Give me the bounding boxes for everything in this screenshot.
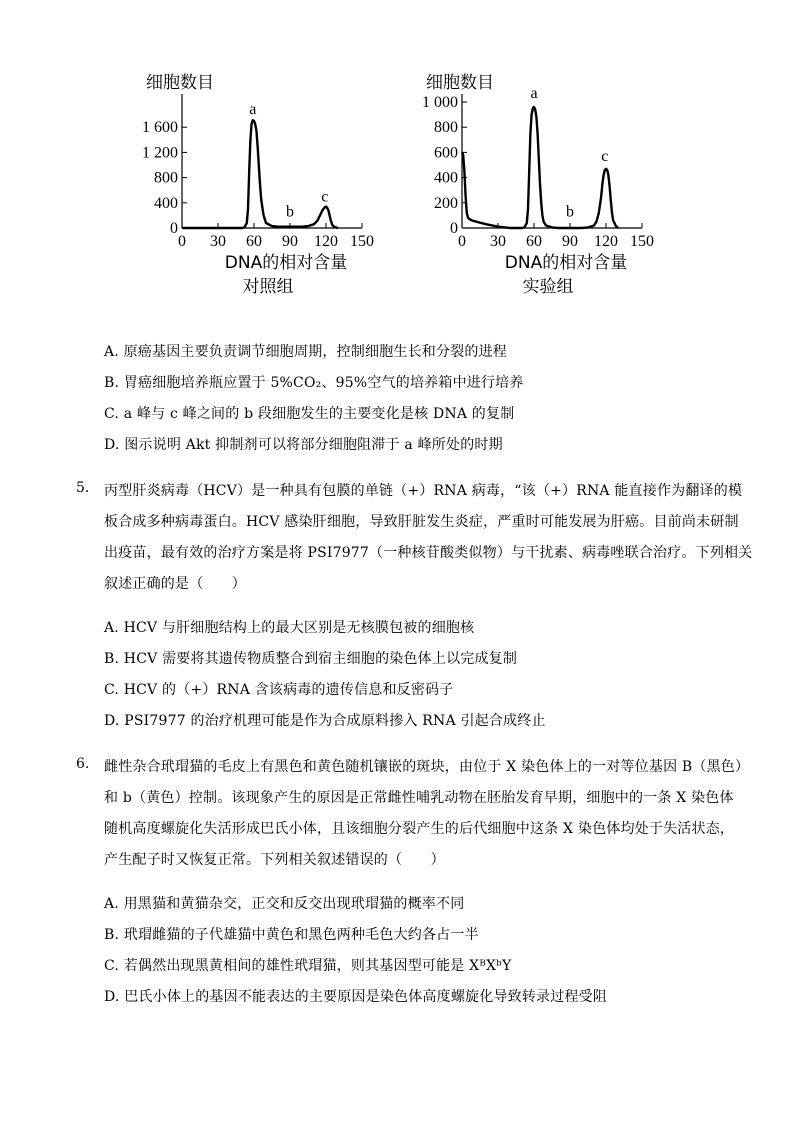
x-tick-label: 60 [246, 233, 262, 250]
x-axis-label: DNA的相对含量 [504, 253, 628, 273]
q5-option-d: D. PSI7977 的治疗机理可能是作为合成原料掺入 RNA 引起合成终止 [104, 713, 546, 729]
y-tick-label: 400 [434, 169, 458, 187]
q6-option-c: C. 若偶然出现黑黄相间的雄性玳瑁猫，则其基因型可能是 XᴮXᵇY [104, 958, 512, 974]
q5-option-a: A. HCV 与肝细胞结构上的最大区别是无核膜包被的细胞核 [104, 620, 475, 636]
q5-option-c: C. HCV 的（+）RNA 含该病毒的遗传信息和反密码子 [104, 682, 454, 698]
x-tick-label: 120 [594, 233, 618, 250]
y-tick-label: 400 [154, 194, 178, 212]
x-tick-label: 150 [350, 233, 374, 250]
y-tick-label: 200 [434, 194, 458, 212]
chart-caption: 实验组 [522, 277, 574, 297]
series-line [182, 120, 338, 228]
series-line [462, 107, 618, 228]
peak-label: a [530, 85, 538, 103]
peak-label: c [601, 148, 609, 166]
y-tick-label: 800 [154, 169, 178, 187]
q5-number: 5. [76, 480, 90, 496]
x-tick-label: 150 [630, 233, 654, 250]
y-tick-label: 600 [434, 144, 458, 162]
q6-stem-line: 雌性杂合玳瑁猫的毛皮上有黑色和黄色随机镶嵌的斑块，由位于 X 染色体上的一对等位基因 B（黑色） [104, 759, 750, 775]
q5-option-b: B. HCV 需要将其遗传物质整合到宿主细胞的染色体上以完成复制 [104, 651, 518, 667]
control-group-histogram [130, 70, 410, 300]
q5-stem-line: 板合成多种病毒蛋白。HCV 感染肝细胞，导致肝脏发生炎症，严重时可能发展为肝癌。目前尚未研制 [104, 514, 739, 530]
q4-option-a: A. 原癌基因主要负责调节细胞周期，控制细胞生长和分裂的进程 [104, 344, 508, 360]
y-axis-label: 细胞数目 [426, 73, 494, 93]
y-tick-label: 0 [450, 220, 458, 237]
y-axis-label: 细胞数目 [146, 73, 214, 93]
experiment-group-chart [410, 70, 690, 300]
y-tick-label: 0 [170, 220, 178, 237]
x-tick-label: 0 [178, 233, 186, 250]
x-tick-label: 120 [314, 233, 338, 250]
x-tick-label: 90 [282, 233, 298, 250]
x-tick-label: 30 [210, 233, 226, 250]
q5-stem-line: 出疫苗，最有效的治疗方案是将 PSI7977（一种核苷酸类似物）与干扰素、病毒唑联合治疗。下列相关 [104, 545, 753, 561]
q5-stem-line: 叙述正确的是（ ） [104, 576, 246, 592]
chart-axes-group [422, 73, 654, 297]
x-axis-label: DNA的相对含量 [224, 253, 348, 273]
y-tick-label: 1 600 [142, 119, 178, 137]
x-tick-label: 60 [526, 233, 542, 250]
q6-stem-line: 产生配子时又恢复正常。下列相关叙述错误的（ ） [104, 852, 445, 868]
q6-stem-line: 和 b（黄色）控制。该现象产生的原因是正常雌性哺乳动物在胚胎发育早期，细胞中的一条 X 染色体 [104, 790, 734, 806]
q5-stem-line: 丙型肝炎病毒（HCV）是一种具有包膜的单链（+）RNA 病毒，“该（+）RNA 能直接作为翻译的模 [104, 483, 743, 499]
y-tick-label: 800 [434, 119, 458, 137]
peak-label: c [321, 188, 329, 206]
x-tick-label: 30 [490, 233, 506, 250]
q6-option-a: A. 用黑猫和黄猫杂交，正交和反交出现玳瑁猫的概率不同 [104, 896, 465, 912]
y-tick-label: 1 200 [142, 144, 178, 162]
peak-label: a [249, 100, 257, 118]
q6-option-b: B. 玳瑁雌猫的子代雄猫中黄色和黑色两种毛色大约各占一半 [104, 927, 479, 943]
x-tick-label: 90 [562, 233, 578, 250]
chart-axes-group [142, 73, 374, 297]
control-group-chart [130, 70, 410, 300]
x-tick-label: 0 [458, 233, 466, 250]
q6-number: 6. [76, 756, 90, 772]
q6-stem-line: 随机高度螺旋化失活形成巴氏小体，且该细胞分裂产生的后代细胞中这条 X 染色体均处于失活状态， [104, 821, 735, 837]
chart-caption: 对照组 [242, 277, 294, 297]
q4-option-b: B. 胃癌细胞培养瓶应置于 5%CO₂、95%空气的培养箱中进行培养 [104, 375, 524, 391]
experiment-group-histogram [410, 70, 690, 300]
y-tick-label: 1 000 [422, 94, 458, 111]
peak-label: b [566, 203, 574, 221]
q4-option-d: D. 图示说明 Akt 抑制剂可以将部分细胞阻滞于 a 峰所处的时期 [104, 437, 503, 453]
q4-option-c: C. a 峰与 c 峰之间的 b 段细胞发生的主要变化是核 DNA 的复制 [104, 406, 515, 422]
q6-option-d: D. 巴氏小体上的基因不能表达的主要原因是染色体高度螺旋化导致转录过程受阻 [104, 989, 608, 1005]
peak-label: b [286, 203, 294, 221]
